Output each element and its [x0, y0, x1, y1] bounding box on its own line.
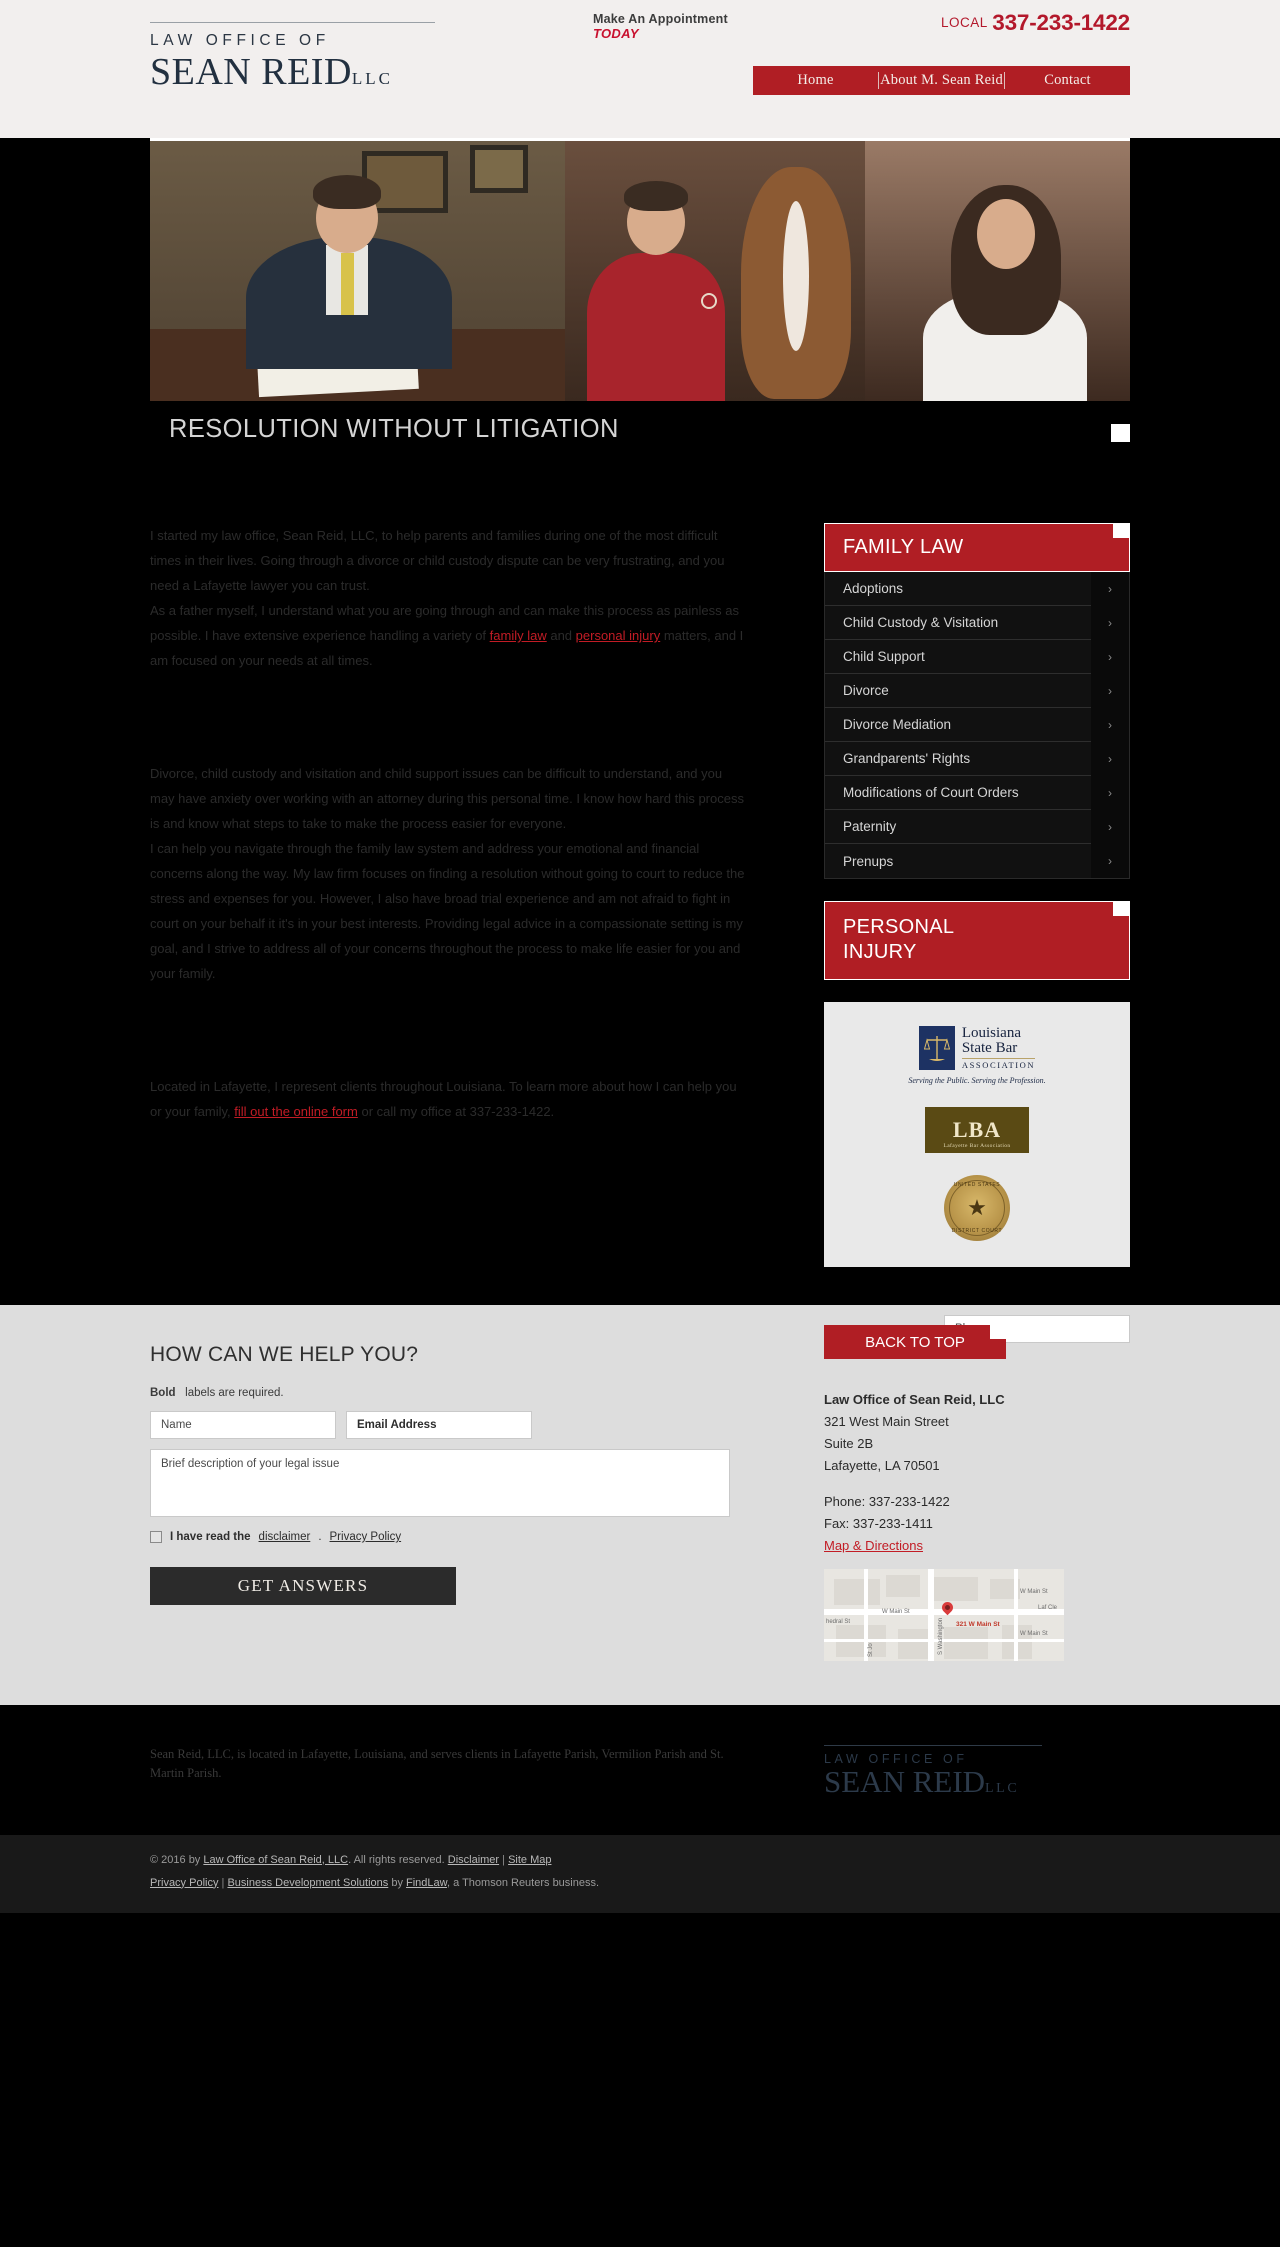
footer-sitemap-link[interactable]: Site Map	[508, 1853, 552, 1866]
hero-photo-attorney-desk	[150, 141, 565, 401]
site-header	[0, 0, 1280, 138]
footer-disclaimer: Sean Reid, LLC, is located in Lafayette, Louisiana, and serves clients in Lafayette Parish, Vermilion Parish and St. Martin Parish.	[150, 1747, 724, 1780]
link-online-form[interactable]: fill out the online form	[234, 1104, 358, 1119]
message-textarea[interactable]: Brief description of your legal issue	[150, 1449, 730, 1517]
consent-checkbox[interactable]	[150, 1531, 162, 1543]
site-logo[interactable]	[150, 22, 440, 93]
logo-firm-name: SEAN REID	[150, 51, 352, 93]
footer-logo-line1: LAW OFFICE OF	[824, 1752, 968, 1766]
copy-spacer-2	[150, 986, 746, 1074]
address-spacer	[824, 1477, 1130, 1491]
paragraph-3	[150, 1074, 746, 1124]
lafayette-bar-association-badge	[925, 1107, 1029, 1153]
office-street: 321 West Main Street	[824, 1414, 949, 1429]
sidebar-heading-personal-injury[interactable]	[824, 901, 1130, 980]
lba-text: LBA	[952, 1117, 1002, 1142]
appointment-callout	[593, 12, 728, 41]
link-family-law[interactable]: family law	[489, 628, 547, 643]
footer-privacy-link[interactable]: Privacy Policy	[150, 1876, 219, 1889]
contact-form-section	[0, 1305, 1280, 1705]
office-city-state: Lafayette, LA 70501	[824, 1458, 940, 1473]
map-street-washington: S Washington	[938, 1617, 944, 1655]
sidebar	[824, 523, 1130, 1267]
lsba-line3: ASSOCIATION	[961, 1060, 1036, 1071]
footer-logo[interactable]	[824, 1745, 1130, 1799]
footer-logo-llc: LLC	[985, 1781, 1020, 1796]
required-note-rest: labels are required.	[185, 1387, 284, 1399]
credential-badges	[824, 1002, 1130, 1267]
sidebar-corner-tab	[1113, 901, 1130, 916]
office-phone: Phone: 337-233-1422	[824, 1494, 950, 1509]
nav-item-contact[interactable]: Contact	[1044, 72, 1091, 88]
consent-label: I have read the	[170, 1531, 251, 1543]
site-footer	[0, 1705, 1280, 1835]
nav-item-about[interactable]: About M. Sean Reid	[880, 72, 1003, 88]
office-suite: Suite 2B	[824, 1436, 874, 1451]
header-phone[interactable]	[941, 10, 1130, 36]
sidebar-item-label: Prenups	[843, 853, 894, 869]
paragraph-3-pre: Located in Lafayette, I represent clients throughout Louisiana. To learn more about how I can help you or your family,	[150, 1079, 737, 1119]
footer-separator: |	[502, 1853, 506, 1866]
copyright-bar	[0, 1835, 1280, 1913]
footer-logo-firm-name: SEAN REID	[824, 1764, 986, 1799]
hero-section	[0, 138, 1280, 471]
sidebar-heading-personal-injury-l2: INJURY	[843, 941, 917, 963]
link-personal-injury[interactable]: personal injury	[575, 628, 661, 643]
lsba-line1: Louisiana	[961, 1025, 1021, 1042]
sidebar-item-label: Paternity	[843, 819, 897, 834]
logo-divider	[150, 22, 435, 23]
required-note	[150, 1387, 746, 1399]
paragraph-1b-pre: As a father myself, I understand what you are going through and can make this process as painless as possible. I have extensive experience handling a variety of	[150, 603, 739, 643]
sidebar-item-label: Grandparents' Rights	[843, 751, 971, 766]
scales-of-justice-icon	[919, 1026, 955, 1070]
footer-by-text: by	[391, 1876, 403, 1889]
sidebar-item-modifications-of-court-orders[interactable]	[825, 776, 1129, 810]
back-to-top-label: BACK TO TOP	[865, 1333, 965, 1351]
copyright-post: . All rights reserved.	[348, 1853, 445, 1866]
email-input[interactable]: Email Address	[346, 1411, 532, 1439]
sidebar-item-grandparents-rights[interactable]	[825, 742, 1129, 776]
footer-bds-link[interactable]: Business Development Solutions	[227, 1876, 389, 1889]
us-district-court-badge	[944, 1175, 1010, 1241]
sidebar-item-child-custody-visitation[interactable]	[825, 606, 1129, 640]
paragraph-1b-mid: and	[546, 628, 576, 643]
back-to-top-button[interactable]	[824, 1325, 1006, 1359]
sidebar-item-label: Divorce Mediation	[843, 717, 952, 732]
eagle-icon: ★	[967, 1195, 987, 1220]
sidebar-heading-family-law-label: FAMILY LAW	[843, 536, 964, 558]
court-bottom-text: DISTRICT COURT	[951, 1228, 1003, 1234]
nav-item-home[interactable]: Home	[797, 72, 834, 88]
intro-copy	[150, 523, 746, 1124]
appointment-line2: TODAY	[593, 26, 639, 41]
form-input-row	[150, 1411, 746, 1439]
copyright-firm-link[interactable]: Law Office of Sean Reid, LLC	[203, 1853, 349, 1866]
sidebar-item-label: Modifications of Court Orders	[843, 785, 1019, 800]
sidebar-item-divorce[interactable]	[825, 674, 1129, 708]
sidebar-corner-tab	[1113, 523, 1130, 538]
footer-logo-line2	[824, 1766, 1130, 1799]
paragraph-2b: I can help you navigate through the family law system and address your emotional and financial concerns along the way. My law firm focuses on finding a resolution without going to court to reduce the stress and expenses for you. However, I also have broad trial experience and am not afraid to fight in court on your behalf it it's in your best interests. Providing legal advice in a compassionate setting is my goal, and I strive to address all of your concerns throughout the process to make life easier for you and your family.	[150, 841, 745, 981]
back-to-top-corner-tab	[990, 1324, 1007, 1339]
form-heading: HOW CAN WE HELP YOU?	[150, 1343, 419, 1366]
legal-links-line	[150, 1872, 1130, 1895]
main-navigation	[753, 66, 1130, 95]
lba-subtitle: Lafayette Bar Association	[943, 1143, 1011, 1149]
court-top-text: UNITED STATES	[953, 1182, 1001, 1188]
chevron-right-icon: ›	[1091, 742, 1129, 776]
footer-logo-divider	[824, 1745, 1042, 1746]
sidebar-item-adoptions[interactable]	[825, 572, 1129, 606]
paragraph-1b	[150, 598, 746, 673]
practice-area-list	[824, 572, 1130, 879]
appointment-line1: Make An Appointment	[593, 12, 728, 26]
hero-photo-man-horse	[565, 141, 865, 401]
chevron-right-icon: ›	[1091, 606, 1129, 640]
louisiana-state-bar-badge	[900, 1026, 1055, 1085]
copy-spacer	[150, 673, 746, 761]
consent-dot: .	[318, 1531, 322, 1543]
name-input[interactable]: Name	[150, 1411, 336, 1439]
chevron-right-icon: ›	[1091, 640, 1129, 674]
map-street-main3: W Main St	[1020, 1631, 1048, 1637]
office-address	[824, 1389, 1130, 1557]
copyright-line	[150, 1849, 1130, 1872]
required-note-bold: Bold	[150, 1387, 176, 1399]
lsba-tagline: Serving the Public. Serving the Profession.	[908, 1076, 1046, 1085]
footer-disclaimer-link[interactable]: Disclaimer	[447, 1853, 500, 1866]
hero-corner-tab	[1111, 424, 1130, 442]
hero-headline-row	[150, 401, 1130, 471]
sidebar-item-prenups[interactable]	[825, 844, 1129, 878]
sidebar-item-child-support[interactable]	[825, 640, 1129, 674]
logo-line1: LAW OFFICE OF	[150, 32, 330, 49]
paragraph-1b-post: matters, and I am focused on your needs at all times.	[150, 628, 744, 668]
sidebar-item-label: Adoptions	[843, 581, 904, 596]
copyright-pre: © 2016 by	[150, 1853, 201, 1866]
office-firm-name: Law Office of Sean Reid, LLC	[824, 1392, 1005, 1407]
findlaw-link[interactable]: FindLaw	[406, 1876, 447, 1889]
sidebar-item-paternity[interactable]	[825, 810, 1129, 844]
submit-button[interactable]: GET ANSWERS	[150, 1567, 456, 1605]
main-content	[150, 471, 1130, 1267]
paragraph-2a: Divorce, child custody and visitation and child support issues can be difficult to understand, and you may have anxiety over working with an attorney during this personal time. I know how hard this process is and know what steps to take to make the process easier for everyone.	[150, 766, 744, 831]
map-street-stjohn: St Jo	[868, 1643, 874, 1657]
contact-info-column	[824, 1333, 1130, 1661]
chevron-right-icon: ›	[1091, 708, 1129, 742]
map-directions-link[interactable]: Map & Directions	[824, 1538, 923, 1553]
sidebar-heading-personal-injury-l1: PERSONAL	[843, 916, 955, 938]
sidebar-item-label: Divorce	[843, 683, 889, 698]
sidebar-item-label: Child Custody & Visitation	[843, 615, 999, 630]
content-column	[150, 523, 746, 1267]
sidebar-item-divorce-mediation[interactable]	[825, 708, 1129, 742]
phone-number: 337-233-1422	[992, 10, 1130, 35]
office-fax: Fax: 337-233-1411	[824, 1516, 933, 1531]
hero-image-strip	[150, 141, 1130, 401]
disclaimer-link[interactable]: disclaimer	[258, 1531, 311, 1543]
chevron-right-icon: ›	[1091, 810, 1129, 844]
sidebar-spacer	[824, 879, 1130, 901]
footer-separator-2: |	[221, 1876, 225, 1889]
lsba-line2: State Bar	[961, 1040, 1018, 1057]
logo-llc: LLC	[351, 69, 393, 88]
logo-line2	[150, 52, 440, 93]
phone-label: LOCAL	[941, 15, 988, 30]
privacy-policy-link[interactable]: Privacy Policy	[329, 1531, 402, 1543]
page-title: RESOLUTION WITHOUT LITIGATION	[169, 415, 619, 443]
scales-icon-svg	[924, 1033, 950, 1063]
sidebar-heading-family-law	[824, 523, 1130, 572]
map-street-cathedral: hedral St	[826, 1619, 851, 1625]
paragraph-1a: I started my law office, Sean Reid, LLC, to help parents and families during one of the most difficult times in their lives. Going through a divorce or child custody dispute can be very frustrating, and you need a Lafayette lawyer you can trust.	[150, 528, 725, 593]
chevron-right-icon: ›	[1091, 844, 1129, 878]
footer-thomson-text: , a Thomson Reuters business.	[447, 1876, 600, 1889]
sidebar-item-label: Child Support	[843, 649, 925, 664]
chevron-right-icon: ›	[1091, 776, 1129, 810]
map-thumbnail[interactable]	[824, 1569, 1064, 1661]
paragraph-3-post: or call my office at 337-233-1422.	[357, 1104, 555, 1119]
consent-row	[150, 1531, 746, 1543]
chevron-right-icon: ›	[1091, 674, 1129, 708]
hero-photo-woman	[865, 141, 1130, 401]
chevron-right-icon: ›	[1091, 572, 1129, 606]
map-street-main2: W Main St	[1020, 1589, 1048, 1595]
map-street-main: W Main St	[882, 1609, 910, 1615]
contact-form	[150, 1343, 746, 1661]
map-poi-label: Laf Cle	[1038, 1605, 1058, 1611]
map-pin-label: 321 W Main St	[956, 1621, 1000, 1628]
